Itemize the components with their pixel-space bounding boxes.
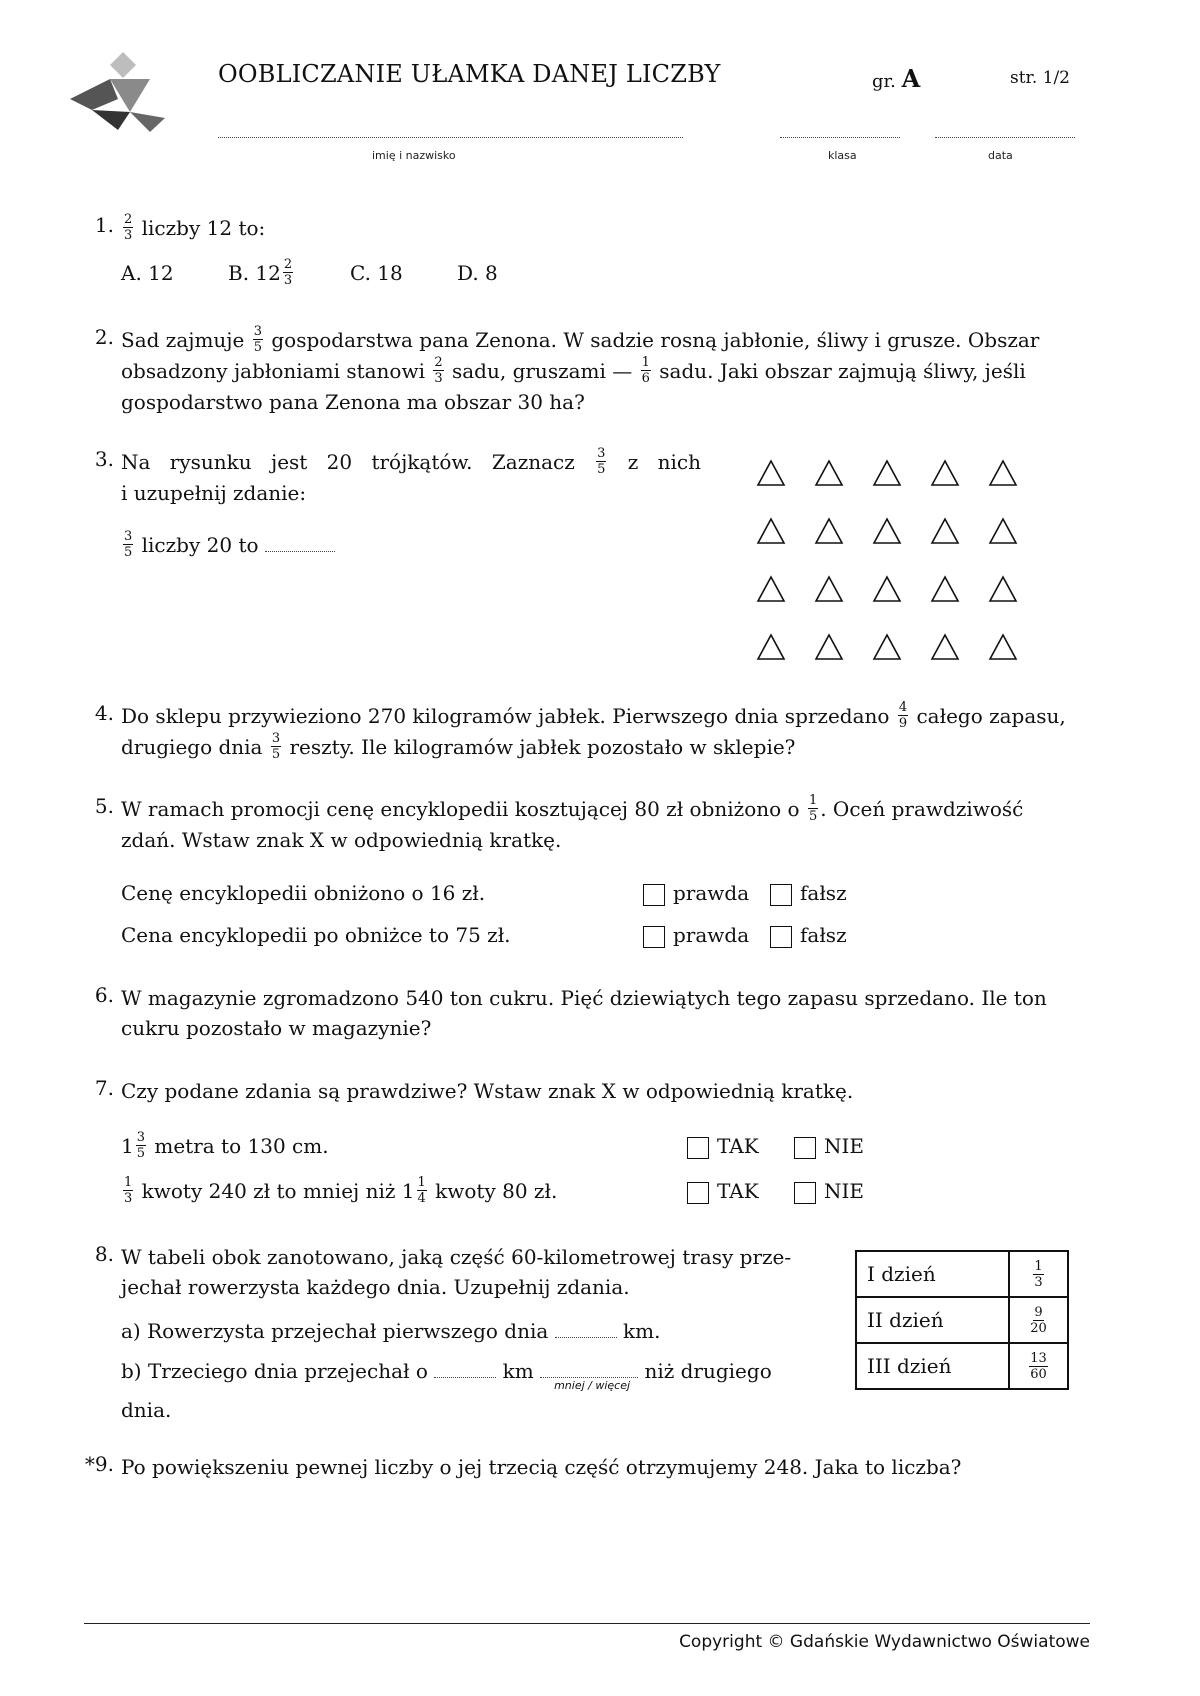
page-title: OOBLICZANIE UŁAMKA DANEJ LICZBY: [218, 60, 721, 88]
fraction: $\frac{2}{3}$: [434, 355, 443, 386]
table-row: [856, 1297, 1068, 1343]
logo-shape-right: [130, 112, 165, 132]
question-8b-end: dnia.: [121, 1398, 172, 1422]
triangle[interactable]: [874, 519, 900, 543]
triangle[interactable]: [874, 577, 900, 601]
question-1-option-d[interactable]: D. 8: [457, 261, 498, 285]
days-table: [855, 1250, 1069, 1390]
triangle[interactable]: [758, 519, 784, 543]
triangle[interactable]: [758, 461, 784, 485]
question-6-text: W magazynie zgromadzono 540 ton cukru. Pięć dziewiątych tego zapasu sprzedano. Ile ton cukru pozostało w magazynie?: [121, 986, 1047, 1040]
table-cell-day: II dzień: [856, 1297, 1009, 1343]
question-7-statement-2: $\frac{1}{3}$ kwoty 240 zł to mniej niż 1 $\frac{1}{4}$ kwoty 80 zł.: [124, 1175, 558, 1206]
triangle[interactable]: [816, 461, 842, 485]
triangle[interactable]: [990, 577, 1016, 601]
fraction: $\frac{3}{5}$: [124, 529, 133, 560]
q7-s1-no-option[interactable]: NIE: [794, 1131, 864, 1161]
group-label-text: gr.: [872, 71, 896, 92]
fraction: $\frac{4}{9}$: [898, 700, 908, 731]
checkbox[interactable]: [643, 926, 665, 948]
triangle[interactable]: [816, 577, 842, 601]
triangle[interactable]: [874, 635, 900, 659]
question-5-number: 5.: [94, 794, 114, 818]
name-field-line[interactable]: [218, 123, 683, 138]
triangle[interactable]: [816, 519, 842, 543]
class-label: klasa: [828, 149, 857, 162]
option-b-whole: B. 12: [228, 261, 281, 285]
question-3-text: Na rysunku jest 20 trójkątów. Zaznacz $\frac{3}{5}$ z nich i uzupełnij zdanie:: [121, 446, 701, 505]
q5-s1-false-option[interactable]: fałsz: [770, 878, 847, 908]
fraction: $\frac{1}{5}$: [808, 793, 818, 824]
question-5-statement-2: Cena encyklopedii po obniżce to 75 zł.: [121, 923, 511, 947]
table-cell-fraction: $\frac{13}{60}$: [1009, 1343, 1068, 1389]
triangle[interactable]: [816, 635, 842, 659]
fraction: $\frac{3}{5}$: [271, 731, 281, 762]
triangle[interactable]: [932, 519, 958, 543]
q5-s2-false-option[interactable]: fałsz: [770, 920, 847, 950]
question-8-text: W tabeli obok zanotowano, jaką część 60-kilometrowej trasy prze- jechał rowerzysta każdego dnia. Uzupełnij zdania.: [121, 1245, 792, 1299]
question-8-number: 8.: [94, 1242, 114, 1266]
triangle-grid: [750, 455, 1040, 670]
question-1-text: [121, 213, 265, 244]
date-label: data: [988, 149, 1013, 162]
name-label: imię i nazwisko: [372, 149, 456, 162]
question-1-number: 1.: [94, 213, 114, 237]
question-1-option-c[interactable]: C. 18: [350, 261, 403, 285]
answer-blank[interactable]: [434, 1363, 496, 1378]
q7-s2-no-option[interactable]: NIE: [794, 1176, 864, 1206]
fraction: $\frac{1}{4}$: [417, 1175, 426, 1206]
triangle[interactable]: [758, 635, 784, 659]
publisher-logo: [70, 52, 180, 142]
class-field-line[interactable]: [780, 123, 900, 138]
question-1-option-b[interactable]: [228, 258, 295, 289]
fraction: $\frac{3}{5}$: [253, 324, 262, 355]
checkbox[interactable]: [687, 1182, 709, 1204]
q5-s2-true-option[interactable]: prawda: [643, 920, 749, 950]
checkbox[interactable]: [770, 926, 792, 948]
triangle[interactable]: [990, 635, 1016, 659]
question-3-number: 3.: [94, 447, 114, 471]
triangle[interactable]: [990, 461, 1016, 485]
fraction: $\frac{2}{3}$: [124, 212, 133, 243]
hint-text: mniej / więcej: [554, 1379, 631, 1392]
question-5-text: W ramach promocji cenę encyklopedii kosztującej 80 zł obniżono o $\frac{1}{5}$ . Oceń prawdziwość zdań. Wstaw znak X w odpowiednią kratkę.: [121, 793, 1024, 852]
question-3-sentence: $\frac{3}{5}$ liczby 20 to: [121, 530, 335, 561]
footer-divider: [84, 1623, 1090, 1624]
logo-shape-bottom: [92, 110, 130, 130]
fraction: $\frac{2}{3}$: [283, 257, 293, 288]
date-field-line[interactable]: [935, 123, 1075, 138]
group-label: [872, 64, 920, 93]
checkbox[interactable]: [794, 1137, 816, 1159]
question-1-stem: liczby 12 to:: [141, 216, 266, 240]
triangle[interactable]: [990, 519, 1016, 543]
fraction: $\frac{3}{5}$: [597, 446, 606, 477]
question-7-number: 7.: [94, 1076, 114, 1100]
checkbox[interactable]: [687, 1137, 709, 1159]
question-4-number: 4.: [94, 701, 114, 725]
fraction: $\frac{1}{3}$: [124, 1175, 133, 1206]
checkbox[interactable]: [643, 884, 665, 906]
question-8a: a) Rowerzysta przejechał pierwszego dnia km.: [121, 1319, 661, 1343]
question-4-text: Do sklepu przywieziono 270 kilogramów jabłek. Pierwszego dnia sprzedano $\frac{4}{9}$ całego zapasu, drugiego dnia $\frac{3}{5}$ reszty. Ile kilogramów jabłek pozostało w sklepie?: [121, 700, 1066, 762]
page-number: str. 1/2: [1010, 68, 1070, 88]
question-7-statement-1: 1 $\frac{3}{5}$ metra to 130 cm.: [121, 1130, 329, 1161]
table-cell-fraction: $\frac{1}{3}$: [1009, 1251, 1068, 1297]
question-2-text: Sad zajmuje $\frac{3}{5}$ gospodarstwa pana Zenona. W sadzie rosną jabłonie, śliwy i grusze. Obszar obsadzony jabłoniami stanowi $\frac{2}{3}$ sadu, gruszami — $\frac{1}{6}$ sadu. Jaki obszar zajmują śliwy, jeśli gospodarstwo pana Zenona ma obszar 30 ha?: [121, 324, 1040, 414]
table-row: [856, 1251, 1068, 1297]
triangle[interactable]: [932, 461, 958, 485]
question-5-statement-1: Cenę encyklopedii obniżono o 16 zł.: [121, 881, 486, 905]
question-2-number: 2.: [94, 325, 114, 349]
question-9-number: *9.: [84, 1452, 114, 1476]
logo-shape-top: [110, 52, 136, 78]
question-1-option-a[interactable]: A. 12: [121, 261, 174, 285]
group-value: A: [901, 64, 921, 93]
question-6-number: 6.: [94, 983, 114, 1007]
question-7-text: Czy podane zdania są prawdziwe? Wstaw znak X w odpowiednią kratkę.: [121, 1079, 854, 1103]
table-row: [856, 1343, 1068, 1389]
answer-blank[interactable]: [265, 537, 335, 552]
copyright-text: Copyright © Gdańskie Wydawnictwo Oświatowe: [679, 1632, 1090, 1652]
triangle[interactable]: [758, 577, 784, 601]
triangle[interactable]: [874, 461, 900, 485]
q7-s1-yes-option[interactable]: TAK: [687, 1131, 759, 1161]
q5-s1-true-option[interactable]: prawda: [643, 878, 749, 908]
answer-blank[interactable]: [555, 1323, 617, 1338]
fraction: $\frac{1}{6}$: [641, 355, 650, 386]
triangle[interactable]: [932, 577, 958, 601]
logo-shape-left: [70, 79, 118, 110]
triangle[interactable]: [932, 635, 958, 659]
table-cell-day: I dzień: [856, 1251, 1009, 1297]
table-cell-fraction: $\frac{9}{20}$: [1009, 1297, 1068, 1343]
table-cell-day: III dzień: [856, 1343, 1009, 1389]
checkbox[interactable]: [794, 1182, 816, 1204]
question-8b: b) Trzeciego dnia przejechał o km mniej / więcej niż drugiego: [121, 1359, 772, 1392]
answer-blank[interactable]: [540, 1363, 638, 1378]
q7-s2-yes-option[interactable]: TAK: [687, 1176, 759, 1206]
question-9-text: Po powiększeniu pewnej liczby o jej trzecią część otrzymujemy 248. Jaka to liczba?: [121, 1455, 962, 1479]
fraction: $\frac{3}{5}$: [136, 1130, 146, 1161]
checkbox[interactable]: [770, 884, 792, 906]
